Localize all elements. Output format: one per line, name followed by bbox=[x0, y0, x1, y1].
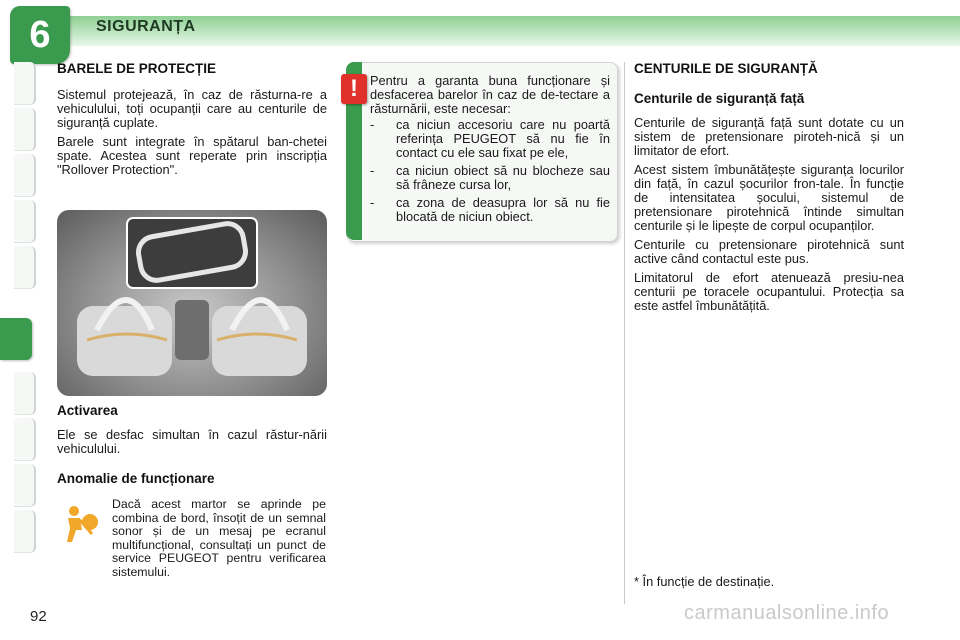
page-title: SIGURANȚA bbox=[96, 18, 196, 35]
anomaly-title: Anomalie de funcționare bbox=[57, 471, 215, 486]
side-tab-5[interactable] bbox=[14, 246, 36, 289]
chapter-side-tabs bbox=[0, 62, 38, 582]
side-tab-2[interactable] bbox=[14, 108, 36, 151]
activation-title: Activarea bbox=[57, 403, 118, 418]
seatbelt-section bbox=[634, 62, 904, 318]
side-tab-6-active[interactable] bbox=[0, 318, 32, 360]
side-tab-9[interactable] bbox=[14, 464, 36, 507]
rollover-section bbox=[57, 62, 327, 182]
rollover-title: BARELE DE PROTECȚIE bbox=[57, 61, 217, 76]
rollover-paragraph-1: Sistemul protejează, în caz de răsturna-re a vehiculului, toți ocupanții care au centurile de siguranță cuplate. bbox=[57, 87, 327, 130]
anomaly-section bbox=[57, 472, 327, 496]
warning-item-1 bbox=[370, 118, 610, 160]
activation-section bbox=[57, 404, 327, 461]
column-divider bbox=[624, 62, 625, 604]
anomaly-text: Dacă acest martor se aprinde pe combina de bord, însoțit de un semnal sonor și de un mesaj pe ecranul multifuncțional, consultați un punct de service PEUGEOT pentru verificarea sistemului. bbox=[112, 497, 326, 579]
rollover-paragraph-2: Barele sunt integrate în spătarul ban-chetei spate. Acestea sunt reperate prin inscripția "Rollover Protection". bbox=[57, 134, 327, 177]
side-tab-7[interactable] bbox=[14, 372, 36, 415]
side-tab-4[interactable] bbox=[14, 200, 36, 243]
warning-item-1-dash: - bbox=[370, 117, 375, 132]
front-seatbelt-subtitle: Centurile de siguranță față bbox=[634, 91, 805, 106]
seatbelt-paragraph-4: Limitatorul de efort atenuează presiu-nea centurii pe toracele ocupantului. Protecția sa este astfel îmbunătățită. bbox=[634, 270, 904, 313]
seatbelt-paragraph-1: Centurile de siguranță față sunt dotate cu un sistem de pretensionare piroteh-nică și un limitator de efort. bbox=[634, 115, 904, 158]
activation-text: Ele se desfac simultan în cazul răstur-nării vehiculului. bbox=[57, 427, 327, 456]
warning-item-2-text: ca niciun obiect să nu blocheze sau să frâneze cursa lor, bbox=[396, 163, 610, 192]
exclamation-warning-icon: ! bbox=[341, 74, 367, 104]
airbag-warning-icon bbox=[62, 504, 102, 544]
warning-item-2 bbox=[370, 164, 610, 192]
warning-item-2-dash: - bbox=[370, 163, 375, 178]
warning-item-3-dash: - bbox=[370, 195, 375, 210]
side-tab-3[interactable] bbox=[14, 154, 36, 197]
anomaly-text-block bbox=[112, 498, 326, 580]
warning-intro: Pentru a garanta buna funcționare și desfacerea barelor în caz de de-tectare a răsturnării, este necesar: bbox=[370, 73, 610, 116]
warning-list bbox=[370, 118, 610, 224]
seatbelt-paragraph-3: Centurile cu pretensionare pirotehnică sunt active când contactul este pus. bbox=[634, 237, 904, 266]
seatbelt-title: CENTURILE DE SIGURANȚĂ bbox=[634, 61, 818, 76]
warning-item-1-text: ca niciun accesoriu care nu poartă referința PEUGEOT să nu fie în contact cu ele sau fixat pe ele, bbox=[396, 117, 610, 160]
footnote: * În funcție de destinație. bbox=[634, 574, 775, 589]
rollover-bar-photo bbox=[57, 210, 327, 396]
warning-text bbox=[370, 74, 610, 228]
side-tab-10[interactable] bbox=[14, 510, 36, 553]
side-tab-8[interactable] bbox=[14, 418, 36, 461]
watermark: carmanualsonline.info bbox=[684, 602, 890, 624]
page-number: 92 bbox=[30, 608, 47, 625]
side-tab-1[interactable] bbox=[14, 62, 36, 105]
seatbelt-paragraph-2: Acest sistem îmbunătățește siguranța locurilor din față, în cazul șocurilor fron-tale. În funcție de intensitatea șocului, sistemul de pretensionare pirotehnică întinde simultan centurile și le lipește de corpul ocupanților. bbox=[634, 162, 904, 233]
warning-item-3 bbox=[370, 196, 610, 224]
chapter-number: 6 bbox=[29, 13, 51, 56]
warning-item-3-text: ca zona de deasupra lor să nu fie blocată de niciun obiect. bbox=[396, 195, 610, 224]
